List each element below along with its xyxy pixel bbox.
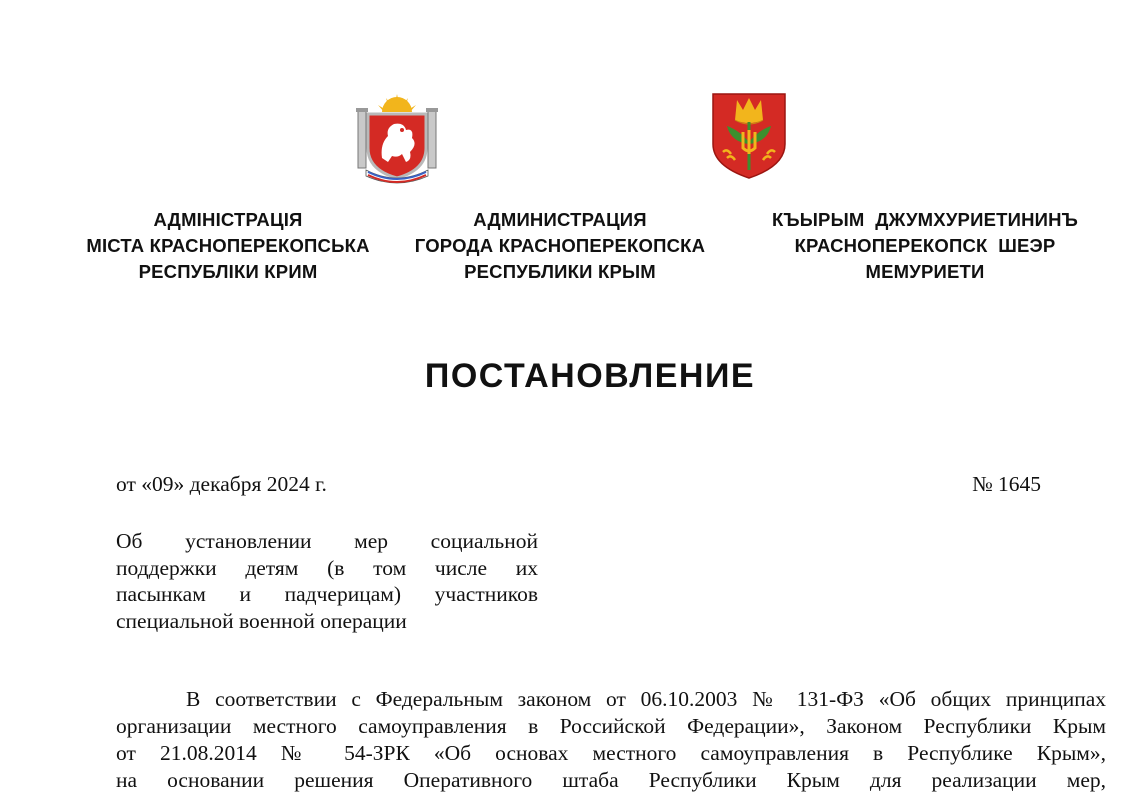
document-subject [116,528,538,634]
body-line: организации местного самоуправления в Российской Федерации», Законом Республики Крым [116,714,1106,738]
org-name-line: МЕМУРИЕТИ [865,261,985,282]
org-name-line: КРАСНОПЕРЕКОПСК ШЕЭР [794,235,1056,256]
subject-line: поддержки детям (в том числе их [116,555,538,580]
document-number: № 1645 [972,472,1041,496]
org-name-line: МІСТА КРАСНОПЕРЕКОПСЬКА [86,235,370,256]
subject-line: специальной военной операции [116,608,407,633]
org-name-ukrainian [70,207,386,285]
org-name-line: РЕСПУБЛІКИ КРИМ [138,261,318,282]
org-name-line: АДМІНІСТРАЦІЯ [153,209,303,230]
subject-line: пасынкам и падчерицам) участников [116,582,538,606]
org-name-line: АДМИНИСТРАЦИЯ [473,209,647,230]
body-line: на основании решения Оперативного штаба Республики Крым для реализации мер, [116,768,1106,792]
body-line: от 21.08.2014 № 54-ЗРК «Об основах местного самоуправления в Республике Крым», [116,741,1106,765]
org-name-crimean-tatar [750,207,1100,285]
org-name-line: КЪЫРЫМ ДЖУМХУРИЕТИНИНЪ [771,209,1079,230]
krasnoperekopsk-coat-of-arms-icon [709,92,789,180]
subject-line: Об установлении мер социальной [116,529,538,553]
body-line: В соответствии с Федеральным законом от 06.10.2003 № 131-ФЗ «Об общих принципах [186,687,1106,711]
document-date: от «09» декабря 2024 г. [116,472,327,496]
document-body [116,686,1106,794]
org-name-russian [400,207,720,285]
org-name-line: РЕСПУБЛИКИ КРЫМ [464,261,656,282]
document-type-title: ПОСТАНОВЛЕНИЕ [424,357,756,395]
crimea-coat-of-arms-icon [352,92,442,184]
org-name-line: ГОРОДА КРАСНОПЕРЕКОПСКА [414,235,706,256]
